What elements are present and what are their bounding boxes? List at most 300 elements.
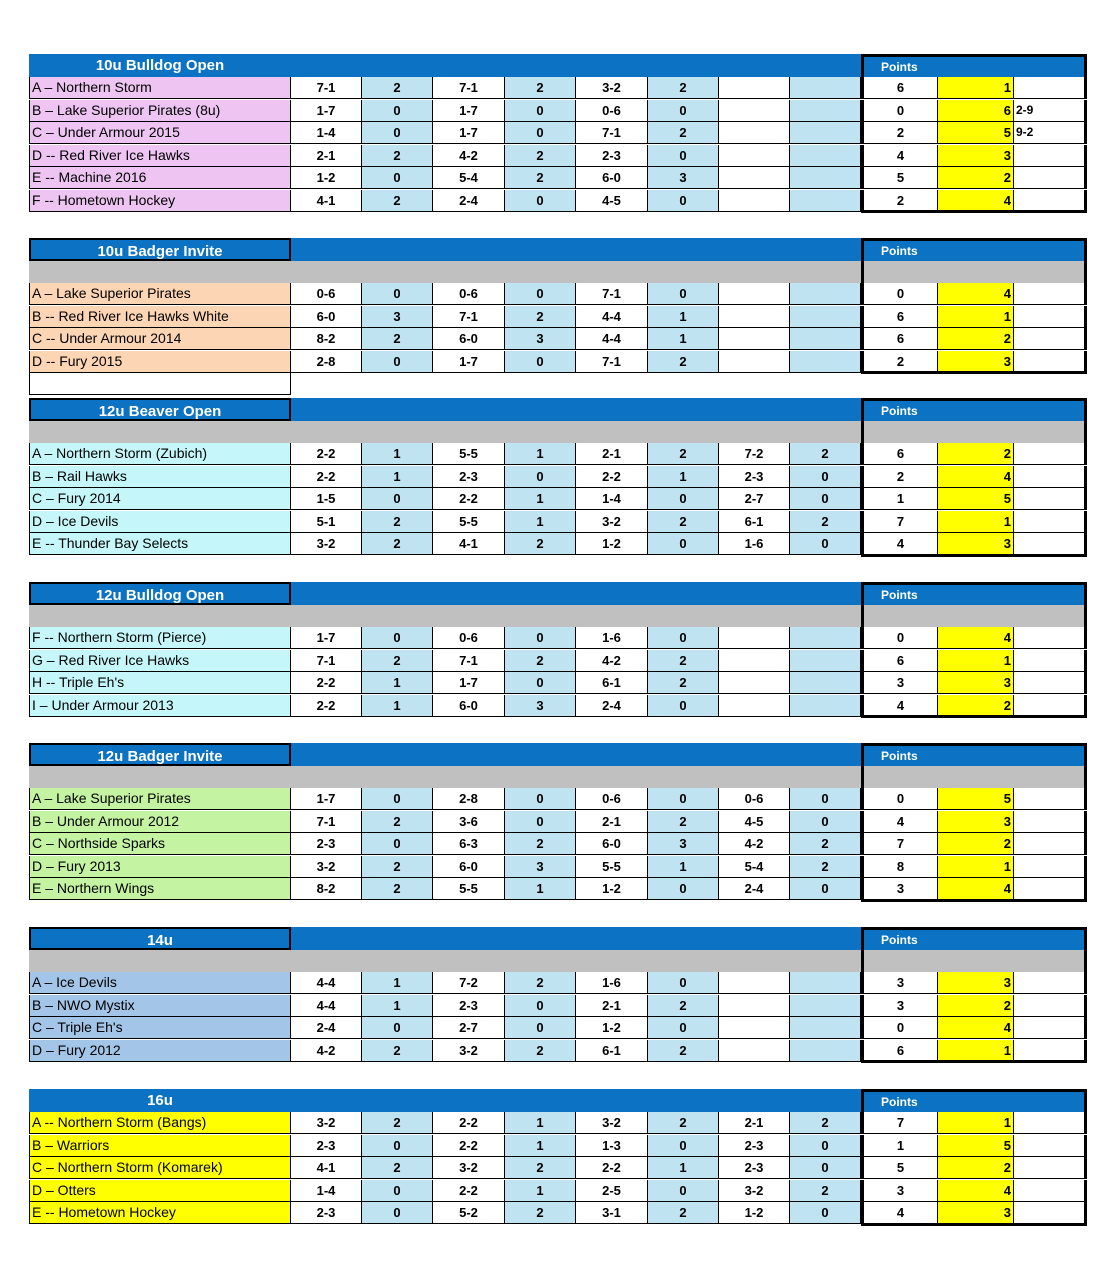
game-score-cell: 4-1: [291, 190, 362, 212]
team-row: [29, 466, 1087, 488]
game-score-cell: 4-2: [576, 650, 648, 672]
game-points-cell: 0: [505, 1017, 576, 1039]
game-score-cell: 6-1: [719, 511, 790, 533]
game-score-cell: 5-5: [433, 511, 505, 533]
game-score-cell: 4-2: [433, 145, 505, 167]
total-points-cell: 6: [861, 306, 938, 328]
game-points-cell: 1: [362, 972, 433, 994]
game-score-cell: 4-2: [291, 1040, 362, 1062]
team-name: G – Red River Ice Hawks: [29, 650, 291, 672]
rank-cell: 6: [938, 100, 1014, 122]
game-score-cell: 7-1: [433, 77, 505, 99]
section-header: [29, 1089, 1087, 1112]
game-score-cell: 3-2: [719, 1180, 790, 1202]
points-header-label: Points: [861, 398, 1087, 421]
game-score-cell: 1-2: [576, 878, 648, 900]
points-box-bottom: [861, 899, 1087, 902]
game-points-cell: 2: [505, 1040, 576, 1062]
game-score-cell: 4-4: [576, 306, 648, 328]
section-title: 10u Badger Invite: [29, 238, 291, 261]
game-score-cell: 2-3: [719, 1157, 790, 1179]
game-score-cell: 6-0: [433, 328, 505, 350]
rank-cell: 3: [938, 533, 1014, 555]
team-row: [29, 878, 1087, 900]
game-points-cell: 3: [505, 328, 576, 350]
team-row: [29, 1202, 1087, 1224]
game-score-cell: 7-1: [291, 650, 362, 672]
rank-cell: 2: [938, 695, 1014, 717]
game-score-cell: 7-1: [576, 122, 648, 144]
team-name: F -- Northern Storm (Pierce): [29, 627, 291, 649]
team-name: D -- Red River Ice Hawks: [29, 145, 291, 167]
team-name: B – Lake Superior Pirates (8u): [29, 100, 291, 122]
total-points-cell: 3: [861, 972, 938, 994]
team-row: [29, 167, 1087, 189]
tiebreak-note: 2-9: [1014, 100, 1087, 122]
total-points-cell: 0: [861, 627, 938, 649]
game-points-cell: 0: [505, 190, 576, 212]
team-row: [29, 833, 1087, 855]
game-score-cell: [719, 695, 790, 717]
game-points-cell: 2: [362, 533, 433, 555]
game-score-cell: 1-7: [433, 100, 505, 122]
tiebreak-note: [1014, 1202, 1087, 1224]
game-points-cell: 2: [790, 443, 861, 465]
game-score-cell: 4-5: [719, 811, 790, 833]
game-points-cell: 2: [648, 995, 719, 1017]
game-score-cell: 2-2: [291, 672, 362, 694]
game-points-cell: 2: [648, 443, 719, 465]
section-header: [29, 238, 1087, 261]
game-points-cell: [790, 1017, 861, 1039]
game-score-cell: 2-4: [576, 695, 648, 717]
game-points-cell: 0: [790, 533, 861, 555]
team-row: [29, 1112, 1087, 1134]
team-row: [29, 145, 1087, 167]
game-score-cell: [719, 306, 790, 328]
game-points-cell: 0: [362, 167, 433, 189]
team-name: A – Lake Superior Pirates: [29, 283, 291, 305]
game-points-cell: 2: [505, 1202, 576, 1224]
team-name: E -- Thunder Bay Selects: [29, 533, 291, 555]
game-score-cell: 2-3: [291, 1135, 362, 1157]
game-points-cell: 0: [505, 627, 576, 649]
rank-cell: 5: [938, 488, 1014, 510]
game-points-cell: [790, 650, 861, 672]
team-name: C – Northern Storm (Komarek): [29, 1157, 291, 1179]
game-score-cell: [719, 77, 790, 99]
section-title: 12u Badger Invite: [29, 743, 291, 766]
team-row: [29, 77, 1087, 99]
rank-cell: 3: [938, 672, 1014, 694]
game-score-cell: 2-3: [719, 466, 790, 488]
game-points-cell: 2: [648, 650, 719, 672]
total-points-cell: 1: [861, 488, 938, 510]
team-name: C – Fury 2014: [29, 488, 291, 510]
game-points-cell: 1: [505, 1180, 576, 1202]
game-score-cell: 2-1: [576, 443, 648, 465]
game-points-cell: [790, 77, 861, 99]
total-points-cell: 1: [861, 1135, 938, 1157]
game-score-cell: 7-1: [291, 811, 362, 833]
points-box-bottom: [861, 554, 1087, 557]
points-header-label: Points: [861, 927, 1087, 950]
game-points-cell: 1: [505, 1135, 576, 1157]
team-row: [29, 627, 1087, 649]
total-points-cell: 2: [861, 122, 938, 144]
game-score-cell: 6-0: [433, 856, 505, 878]
rank-cell: 2: [938, 443, 1014, 465]
points-box-edge: [861, 605, 1087, 627]
game-points-cell: 2: [505, 972, 576, 994]
game-points-cell: [790, 167, 861, 189]
game-score-cell: 7-2: [433, 972, 505, 994]
game-score-cell: 1-6: [576, 627, 648, 649]
total-points-cell: 4: [861, 145, 938, 167]
points-box-edge: [861, 261, 1087, 283]
game-score-cell: 1-7: [291, 627, 362, 649]
game-score-cell: 6-0: [291, 306, 362, 328]
game-score-cell: 6-1: [576, 672, 648, 694]
game-score-cell: 1-2: [576, 1017, 648, 1039]
tiebreak-note: [1014, 466, 1087, 488]
game-score-cell: 2-4: [433, 190, 505, 212]
game-score-cell: 1-4: [291, 1180, 362, 1202]
game-points-cell: 0: [362, 351, 433, 373]
game-score-cell: 4-2: [719, 833, 790, 855]
game-points-cell: 1: [648, 328, 719, 350]
team-row: [29, 351, 1087, 373]
game-points-cell: 0: [648, 972, 719, 994]
tiebreak-note: [1014, 533, 1087, 555]
rank-cell: 1: [938, 1040, 1014, 1062]
game-score-cell: 2-3: [291, 1202, 362, 1224]
total-points-cell: 7: [861, 511, 938, 533]
game-score-cell: 7-1: [433, 650, 505, 672]
game-score-cell: 5-1: [291, 511, 362, 533]
game-score-cell: 2-3: [433, 995, 505, 1017]
rank-cell: 3: [938, 811, 1014, 833]
game-score-cell: [719, 1040, 790, 1062]
game-points-cell: 0: [790, 466, 861, 488]
game-score-cell: 1-3: [576, 1135, 648, 1157]
team-row: [29, 788, 1087, 810]
game-score-cell: [719, 122, 790, 144]
team-name: A -- Northern Storm (Bangs): [29, 1112, 291, 1134]
game-score-cell: [719, 328, 790, 350]
game-points-cell: 0: [505, 811, 576, 833]
game-points-cell: 2: [362, 1157, 433, 1179]
total-points-cell: 3: [861, 672, 938, 694]
game-points-cell: 3: [505, 856, 576, 878]
section-header: [29, 927, 1087, 950]
total-points-cell: 3: [861, 1180, 938, 1202]
total-points-cell: 0: [861, 788, 938, 810]
game-score-cell: 1-5: [291, 488, 362, 510]
tiebreak-note: [1014, 145, 1087, 167]
game-points-cell: 1: [505, 878, 576, 900]
game-score-cell: [719, 351, 790, 373]
points-header-label: Points: [861, 238, 1087, 261]
team-name: C – Under Armour 2015: [29, 122, 291, 144]
rank-cell: 4: [938, 466, 1014, 488]
game-points-cell: [790, 695, 861, 717]
team-name: B – Under Armour 2012: [29, 811, 291, 833]
total-points-cell: 4: [861, 533, 938, 555]
game-points-cell: 0: [362, 283, 433, 305]
total-points-cell: 8: [861, 856, 938, 878]
points-box-bottom: [861, 1223, 1087, 1226]
game-points-cell: 0: [648, 1135, 719, 1157]
game-points-cell: 0: [648, 1180, 719, 1202]
game-score-cell: 7-1: [576, 283, 648, 305]
empty-cell: [29, 373, 291, 395]
team-name: I – Under Armour 2013: [29, 695, 291, 717]
tiebreak-note: [1014, 77, 1087, 99]
game-score-cell: 2-5: [576, 1180, 648, 1202]
game-points-cell: 2: [362, 650, 433, 672]
game-score-cell: 3-6: [433, 811, 505, 833]
total-points-cell: 6: [861, 328, 938, 350]
rank-cell: 1: [938, 856, 1014, 878]
game-score-cell: 3-2: [291, 533, 362, 555]
game-score-cell: 2-7: [433, 1017, 505, 1039]
game-score-cell: [719, 972, 790, 994]
rank-cell: 4: [938, 878, 1014, 900]
rank-cell: 4: [938, 1017, 1014, 1039]
game-score-cell: 3-2: [576, 1112, 648, 1134]
game-score-cell: 4-1: [291, 1157, 362, 1179]
team-row: [29, 100, 1087, 122]
game-score-cell: 3-2: [433, 1040, 505, 1062]
game-points-cell: 2: [505, 77, 576, 99]
game-score-cell: 1-2: [719, 1202, 790, 1224]
game-score-cell: 5-4: [719, 856, 790, 878]
tiebreak-note: [1014, 1112, 1087, 1134]
game-points-cell: 0: [362, 122, 433, 144]
game-points-cell: 2: [505, 533, 576, 555]
game-score-cell: 1-7: [433, 122, 505, 144]
points-box-edge: [861, 421, 1087, 443]
game-points-cell: 2: [362, 145, 433, 167]
game-points-cell: 2: [505, 833, 576, 855]
team-name: A – Ice Devils: [29, 972, 291, 994]
team-name: H -- Triple Eh's: [29, 672, 291, 694]
rank-cell: 1: [938, 77, 1014, 99]
game-score-cell: 1-7: [291, 100, 362, 122]
game-score-cell: 5-5: [576, 856, 648, 878]
game-score-cell: 2-3: [719, 1135, 790, 1157]
game-score-cell: 2-2: [433, 1180, 505, 1202]
game-points-cell: [790, 283, 861, 305]
game-score-cell: 2-2: [576, 466, 648, 488]
game-points-cell: 1: [648, 306, 719, 328]
points-box-bottom: [861, 1060, 1087, 1063]
game-score-cell: 2-8: [291, 351, 362, 373]
tiebreak-note: [1014, 1157, 1087, 1179]
gray-band-row: [29, 950, 1087, 972]
points-header-label: Points: [861, 54, 1087, 77]
team-name: B – Rail Hawks: [29, 466, 291, 488]
team-row: [29, 511, 1087, 533]
total-points-cell: 7: [861, 833, 938, 855]
game-score-cell: 6-0: [576, 833, 648, 855]
game-points-cell: [790, 122, 861, 144]
game-score-cell: 1-4: [576, 488, 648, 510]
game-points-cell: [790, 672, 861, 694]
game-points-cell: 0: [790, 1157, 861, 1179]
points-box-bottom: [861, 715, 1087, 718]
game-score-cell: [719, 145, 790, 167]
team-row: [29, 122, 1087, 144]
game-score-cell: 5-5: [433, 878, 505, 900]
game-score-cell: 4-4: [576, 328, 648, 350]
game-points-cell: 1: [648, 466, 719, 488]
section-header: [29, 398, 1087, 421]
tiebreak-note: [1014, 650, 1087, 672]
rank-cell: 3: [938, 1202, 1014, 1224]
game-points-cell: 0: [648, 1017, 719, 1039]
game-score-cell: 4-4: [291, 972, 362, 994]
team-name: C -- Under Armour 2014: [29, 328, 291, 350]
rank-cell: 2: [938, 1157, 1014, 1179]
game-points-cell: 2: [362, 77, 433, 99]
game-points-cell: 0: [505, 672, 576, 694]
game-score-cell: [719, 167, 790, 189]
tiebreak-note: [1014, 443, 1087, 465]
game-points-cell: 2: [362, 811, 433, 833]
game-points-cell: 0: [362, 833, 433, 855]
game-points-cell: 0: [648, 100, 719, 122]
team-name: D -- Fury 2015: [29, 351, 291, 373]
game-score-cell: [719, 672, 790, 694]
game-score-cell: 2-2: [433, 1135, 505, 1157]
game-points-cell: 1: [648, 856, 719, 878]
game-score-cell: 2-2: [433, 1112, 505, 1134]
total-points-cell: 6: [861, 650, 938, 672]
game-points-cell: 3: [648, 833, 719, 855]
game-points-cell: 0: [505, 466, 576, 488]
game-points-cell: [790, 190, 861, 212]
points-box-bottom: [861, 210, 1087, 213]
total-points-cell: 0: [861, 1017, 938, 1039]
team-name: E -- Machine 2016: [29, 167, 291, 189]
game-score-cell: 1-6: [719, 533, 790, 555]
game-points-cell: 0: [648, 190, 719, 212]
rank-cell: 2: [938, 328, 1014, 350]
game-points-cell: 1: [505, 488, 576, 510]
team-name: C – Triple Eh's: [29, 1017, 291, 1039]
tiebreak-note: [1014, 1040, 1087, 1062]
game-score-cell: 5-4: [433, 167, 505, 189]
tiebreak-note: [1014, 672, 1087, 694]
game-score-cell: 5-2: [433, 1202, 505, 1224]
game-points-cell: 0: [648, 878, 719, 900]
game-score-cell: 3-1: [576, 1202, 648, 1224]
tiebreak-note: [1014, 351, 1087, 373]
game-points-cell: [790, 306, 861, 328]
team-name: D – Ice Devils: [29, 511, 291, 533]
gray-band-row: [29, 766, 1087, 788]
team-row: [29, 972, 1087, 994]
game-points-cell: 0: [648, 627, 719, 649]
game-score-cell: 3-2: [576, 511, 648, 533]
game-score-cell: [719, 100, 790, 122]
tiebreak-note: [1014, 788, 1087, 810]
game-score-cell: 2-1: [719, 1112, 790, 1134]
game-score-cell: 2-4: [719, 878, 790, 900]
game-points-cell: 0: [362, 1202, 433, 1224]
game-points-cell: [790, 972, 861, 994]
team-name: A – Northern Storm (Zubich): [29, 443, 291, 465]
game-points-cell: 2: [362, 878, 433, 900]
game-points-cell: 1: [648, 1157, 719, 1179]
team-name: E -- Hometown Hockey: [29, 1202, 291, 1224]
game-points-cell: 2: [505, 650, 576, 672]
section-header: [29, 582, 1087, 605]
game-points-cell: [790, 100, 861, 122]
game-points-cell: 0: [362, 788, 433, 810]
game-score-cell: 2-3: [291, 833, 362, 855]
tiebreak-note: [1014, 811, 1087, 833]
team-name: F -- Hometown Hockey: [29, 190, 291, 212]
game-score-cell: 2-4: [291, 1017, 362, 1039]
game-points-cell: 0: [505, 283, 576, 305]
game-points-cell: 0: [648, 695, 719, 717]
section-header: [29, 743, 1087, 766]
team-row: [29, 328, 1087, 350]
team-name: D – Fury 2013: [29, 856, 291, 878]
game-points-cell: 2: [362, 328, 433, 350]
rank-cell: 2: [938, 833, 1014, 855]
game-score-cell: 2-2: [291, 466, 362, 488]
game-points-cell: 1: [362, 995, 433, 1017]
rank-cell: 5: [938, 122, 1014, 144]
game-points-cell: 0: [362, 1180, 433, 1202]
game-points-cell: 2: [362, 511, 433, 533]
game-score-cell: [719, 995, 790, 1017]
team-row: [29, 443, 1087, 465]
team-row: [29, 811, 1087, 833]
game-points-cell: 0: [790, 788, 861, 810]
game-points-cell: 2: [790, 856, 861, 878]
game-points-cell: 2: [648, 672, 719, 694]
game-points-cell: 2: [648, 1112, 719, 1134]
game-points-cell: 0: [790, 1135, 861, 1157]
game-points-cell: [790, 351, 861, 373]
game-score-cell: 6-0: [433, 695, 505, 717]
team-row: [29, 1017, 1087, 1039]
total-points-cell: 4: [861, 811, 938, 833]
rank-cell: 4: [938, 283, 1014, 305]
section-title: 10u Bulldog Open: [95, 57, 225, 74]
game-score-cell: 2-7: [719, 488, 790, 510]
game-score-cell: 4-4: [291, 995, 362, 1017]
total-points-cell: 2: [861, 190, 938, 212]
game-score-cell: 2-1: [291, 145, 362, 167]
game-points-cell: [790, 328, 861, 350]
gray-band-row: [29, 421, 1087, 443]
tiebreak-note: [1014, 1017, 1087, 1039]
game-score-cell: 4-5: [576, 190, 648, 212]
rank-cell: 3: [938, 972, 1014, 994]
game-points-cell: 3: [362, 306, 433, 328]
game-score-cell: 7-1: [291, 77, 362, 99]
game-score-cell: 7-2: [719, 443, 790, 465]
game-points-cell: [790, 1040, 861, 1062]
tiebreak-note: [1014, 627, 1087, 649]
game-score-cell: 4-1: [433, 533, 505, 555]
